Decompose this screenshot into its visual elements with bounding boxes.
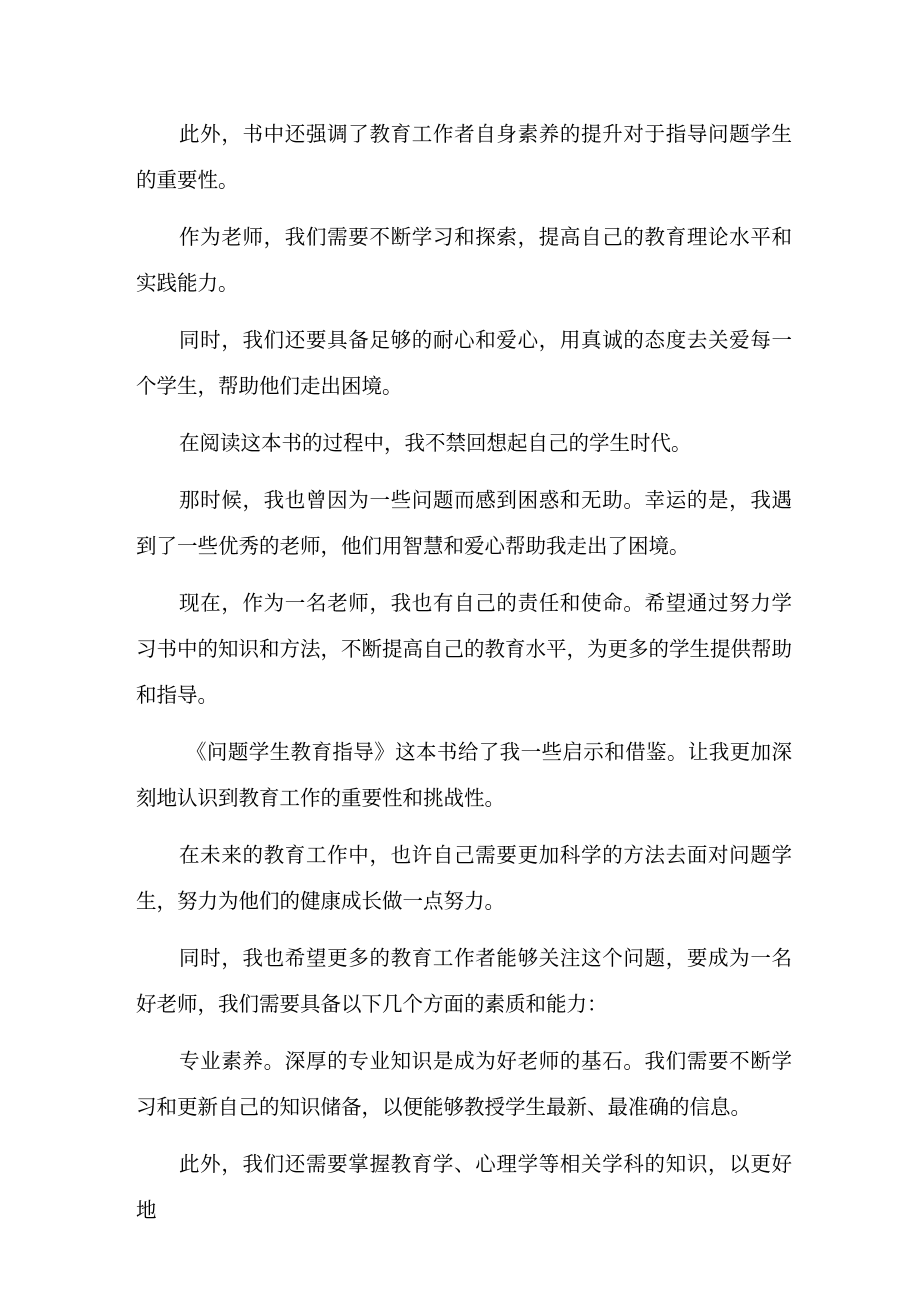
- paragraph: 在阅读这本书的过程中，我不禁回想起自己的学生时代。: [179, 431, 692, 455]
- paragraph: 那时候，我也曾因为一些问题而感到困惑和无助。幸运的是，我遇到了一些优秀的老师，他们用智慧和爱心帮助我走出了困境。: [136, 488, 792, 558]
- paragraph: 同时，我们还要具备足够的耐心和爱心，用真诚的态度去关爱每一个学生，帮助他们走出困境。: [136, 328, 792, 398]
- paragraph: 专业素养。深厚的专业知识是成为好老师的基石。我们需要不断学习和更新自己的知识储备，以便能够教授学生最新、最准确的信息。: [136, 1049, 792, 1119]
- paragraph: 同时，我也希望更多的教育工作者能够关注这个问题，要成为一名好老师，我们需要具备以下几个方面的素质和能力：: [136, 946, 792, 1016]
- paragraph: 此外，我们还需要掌握教育学、心理学等相关学科的知识，以更好地: [136, 1152, 792, 1222]
- paragraph: 现在，作为一名老师，我也有自己的责任和使命。希望通过努力学习书中的知识和方法，不断提高自己的教育水平，为更多的学生提供帮助和指导。: [136, 591, 792, 707]
- paragraph: 作为老师，我们需要不断学习和探索，提高自己的教育理论水平和实践能力。: [136, 225, 792, 295]
- paragraph: 此外，书中还强调了教育工作者自身素养的提升对于指导问题学生的重要性。: [136, 122, 792, 192]
- paragraph: 《问题学生教育指导》这本书给了我一些启示和借鉴。让我更加深刻地认识到教育工作的重要性和挑战性。: [136, 740, 792, 810]
- paragraph: 在未来的教育工作中，也许自己需要更加科学的方法去面对问题学生，努力为他们的健康成长做一点努力。: [136, 843, 792, 913]
- document-body: [136, 111, 792, 1244]
